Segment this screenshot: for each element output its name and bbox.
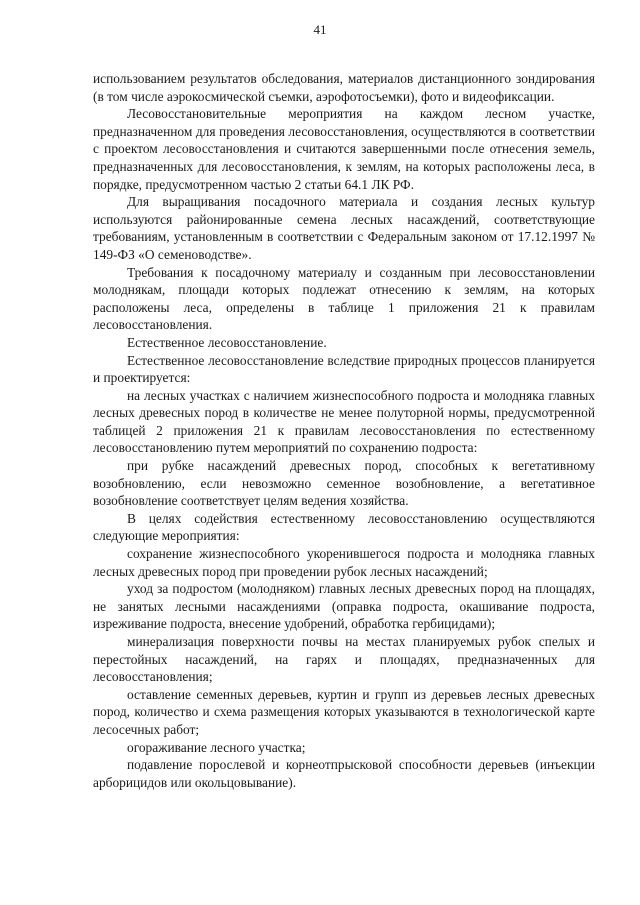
paragraph-11: уход за подростом (молодняком) главных лесных древесных пород на площадях, не занятых лесными насаждениями (оправка подроста, окашивание подроста, изреживание подроста, внесение удобрений, обработка гербицидами);	[93, 581, 595, 632]
paragraph-14: огораживание лесного участка;	[127, 739, 306, 755]
paragraph-3: Для выращивания посадочного материала и создания лесных культур используются районированные семена лесных насаждений, соответствующие требованиям, установленным в соответствии с Федеральным законом от 17.12.1997 № 149-ФЗ «О семеноводстве».	[93, 194, 595, 262]
paragraph-4: Требования к посадочному материалу и созданным при лесовосстановлении молоднякам, площади которых подлежат отнесению к землям, на которых расположены леса, определены в таблице 1 приложения 21 к правилам лесовосстановления.	[93, 264, 595, 333]
paragraph-2: Лесовосстановительные мероприятия на каждом лесном участке, предназначенном для проведения лесовосстановления, осуществляются в соответствии с проектом лесовосстановления и считаются завершенными после отнесения земель, предназначенных для лесовосстановления, к землям, на которых расположены леса, в порядке, предусмотренном частью 2 статьи 64.1 ЛК РФ.	[93, 106, 595, 192]
paragraph-7: на лесных участках с наличием жизнеспособного подроста и молодняка главных лесных древесных пород в количестве не менее полуторной нормы, предусмотренной таблицей 2 приложения 21 к правилам лесовосстановления по естественному лесовосстановлению путем мероприятий по сохранению подроста:	[93, 387, 595, 456]
paragraph-15: подавление порослевой и корнеотпрысковой способности деревьев (инъекции арборицидов или окольцовывание).	[93, 757, 595, 790]
document-body	[93, 70, 595, 791]
paragraph-1: использованием результатов обследования, материалов дистанционного зондирования (в том числе аэрокосмической съемки, аэрофотосъемки), фото и видеофиксации.	[93, 71, 595, 104]
paragraph-13: оставление семенных деревьев, куртин и групп из деревьев лесных древесных пород, количество и схема размещения которых указываются в технологической карте лесосечных работ;	[93, 686, 595, 737]
paragraph-10: сохранение жизнеспособного укоренившегося подроста и молодняка главных лесных древесных пород при проведении рубок лесных насаждений;	[93, 546, 595, 579]
page-number: 41	[313, 22, 327, 37]
paragraph-6: Естественное лесовосстановление вследствие природных процессов планируется и проектируется:	[93, 352, 595, 386]
paragraph-9: В целях содействия естественному лесовосстановлению осуществляются следующие мероприятия:	[93, 510, 595, 544]
paragraph-8: при рубке насаждений древесных пород, способных к вегетативному возобновлению, если невозможно семенное возобновление, а вегетативное возобновление соответствует целям ведения хозяйства.	[93, 458, 595, 509]
paragraph-12: минерализация поверхности почвы на местах планируемых рубок спелых и перестойных насаждений, на гарях и площадях, предназначенных для лесовосстановления;	[93, 634, 595, 685]
paragraph-5: Естественное лесовосстановление.	[127, 334, 327, 350]
